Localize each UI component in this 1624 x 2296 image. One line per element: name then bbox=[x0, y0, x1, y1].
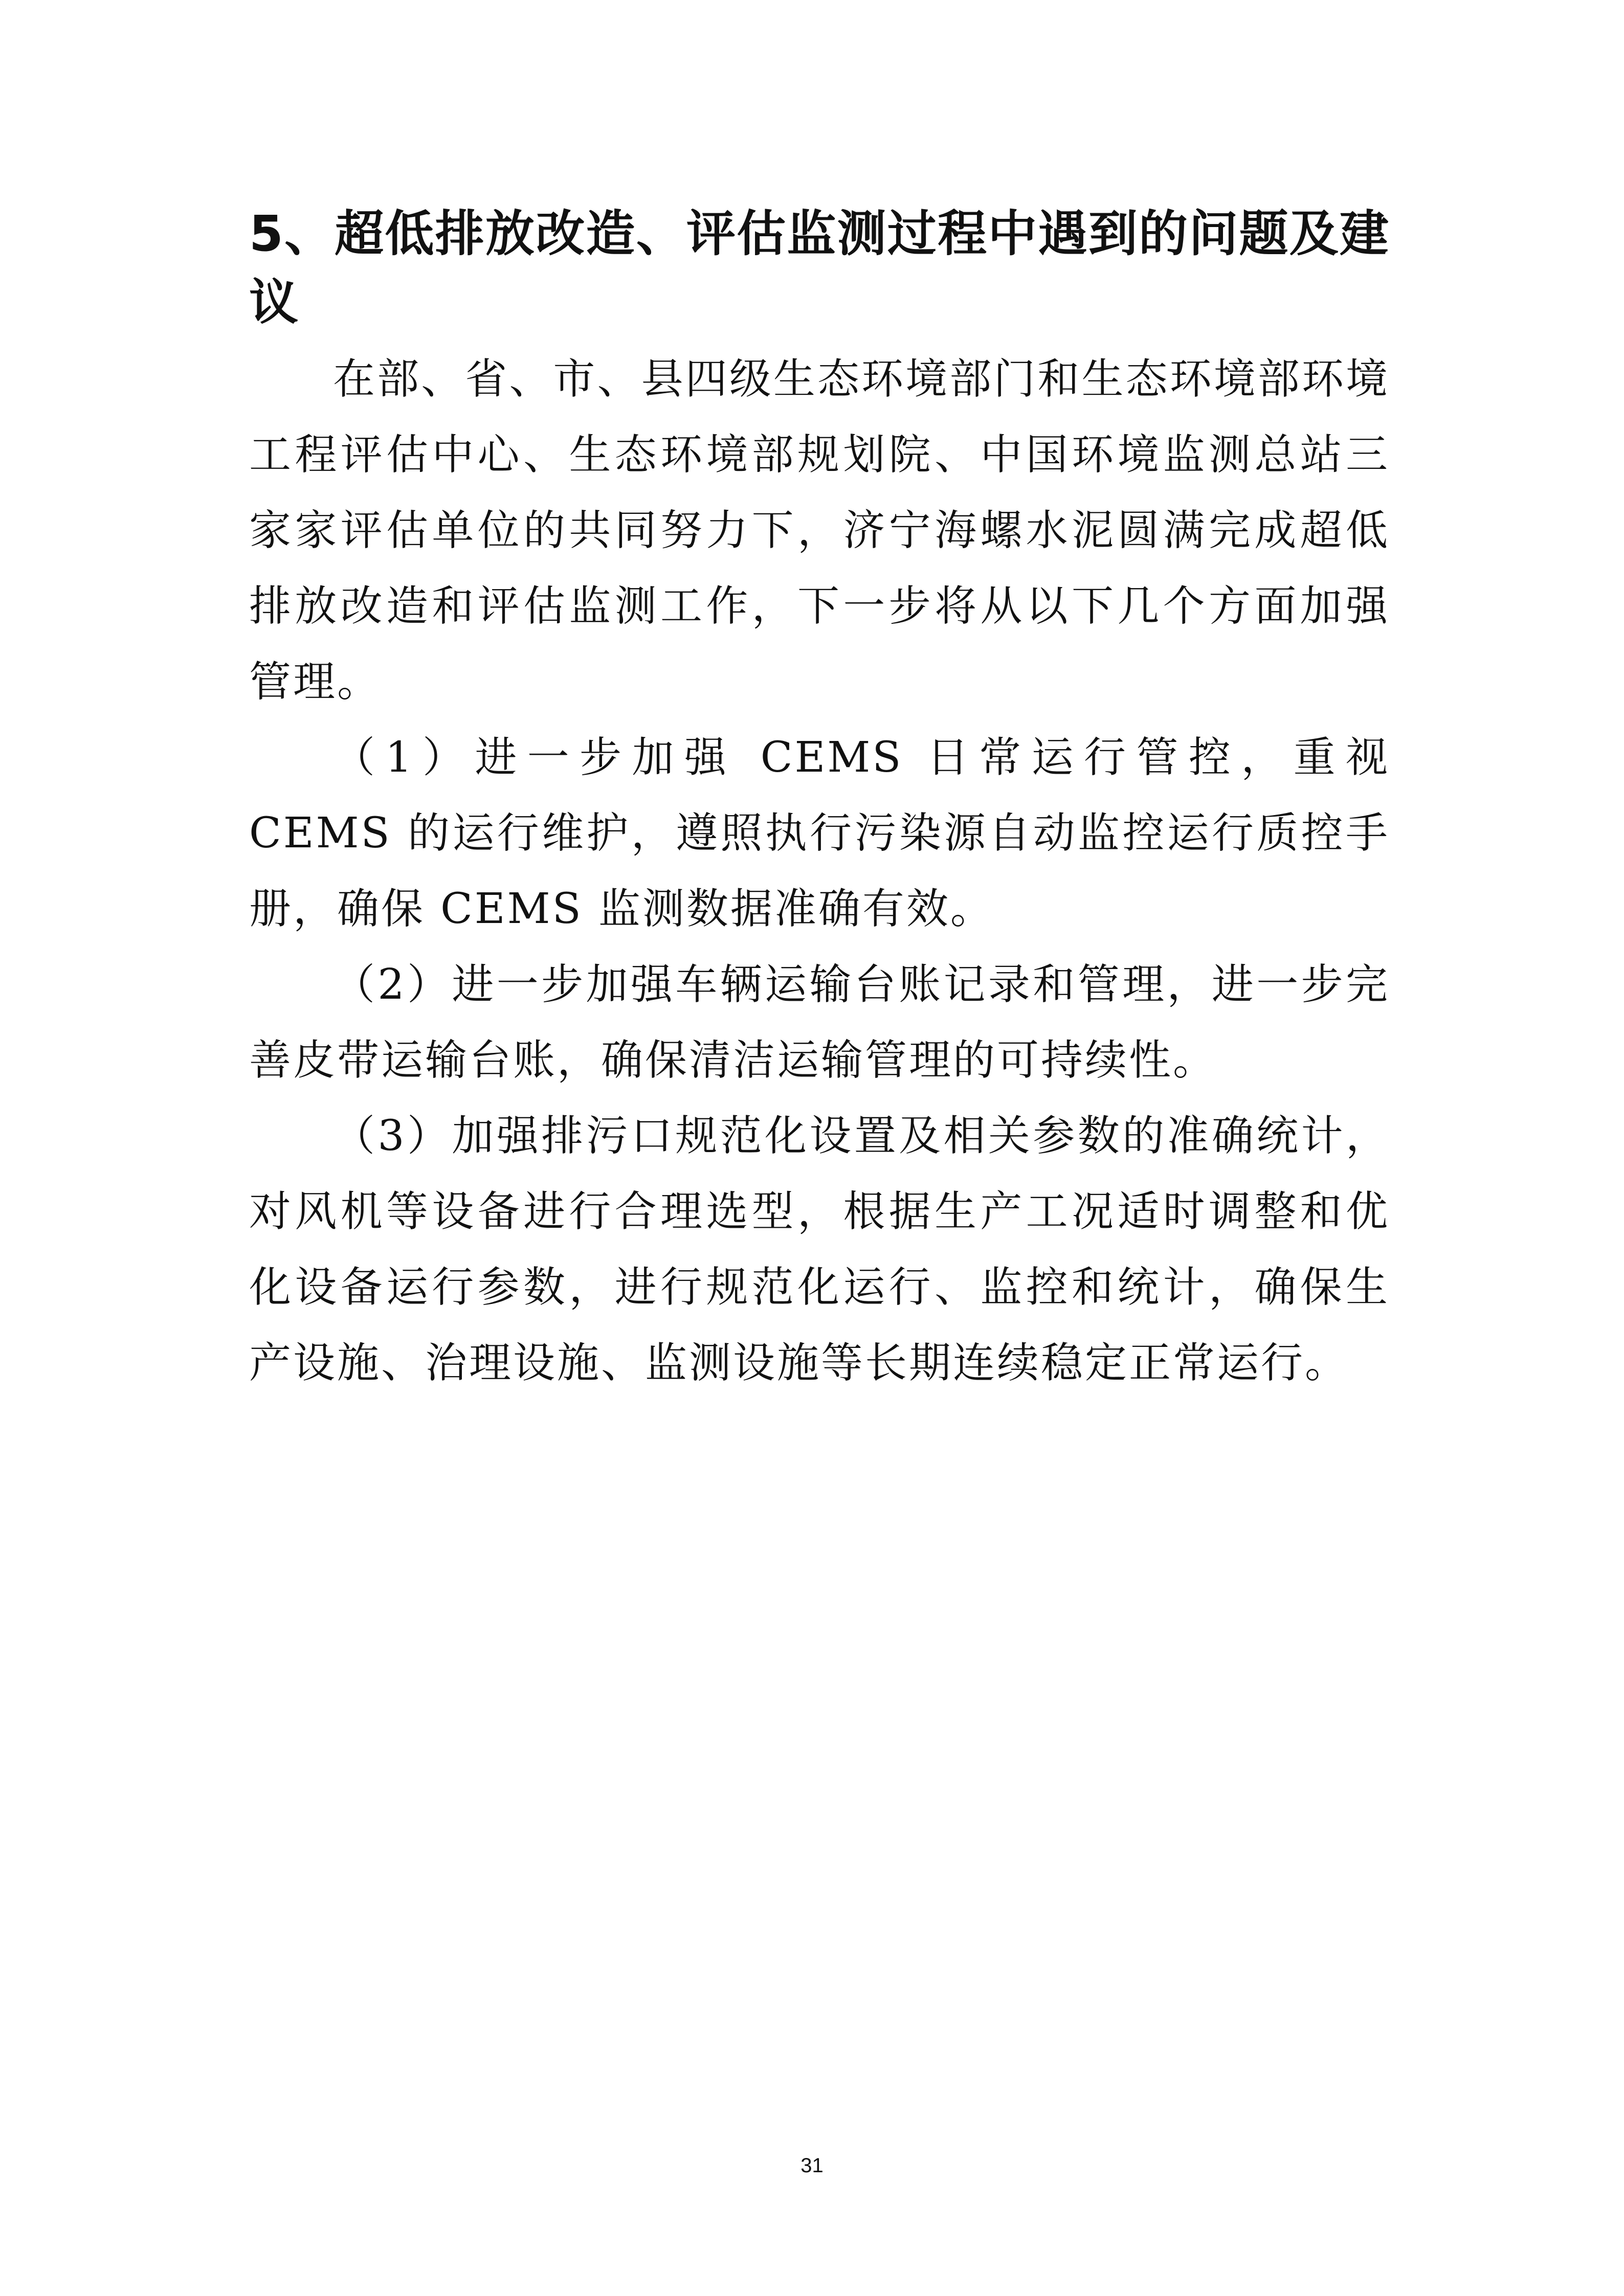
section-heading: 5、超低排放改造、评估监测过程中遇到的问题及建议 bbox=[249, 205, 1390, 331]
paragraph-item-3: （3）加强排污口规范化设置及相关参数的准确统计，对风机等设备进行合理选型，根据生产工况适时调整和优化设备运行参数，进行规范化运行、监控和统计，确保生产设施、治理设施、监测设施等长期连续稳定正常运行。 bbox=[249, 1112, 1390, 1387]
paragraph-item-1: （1）进一步加强 CEMS 日常运行管控，重视 CEMS 的运行维护，遵照执行污染源自动监控运行质控手册，确保 CEMS 监测数据准确有效。 bbox=[249, 733, 1390, 933]
page-number: 31 bbox=[800, 2154, 824, 2177]
paragraph-item-2: （2）进一步加强车辆运输台账记录和管理，进一步完善皮带运输台账，确保清洁运输管理的可持续性。 bbox=[249, 960, 1390, 1085]
paragraph-intro: 在部、省、市、县四级生态环境部门和生态环境部环境工程评估中心、生态环境部规划院、中国环境监测总站三家家评估单位的共同努力下，济宁海螺水泥圆满完成超低排放改造和评估监测工作，下一步将从以下几个方面加强管理。 bbox=[249, 355, 1390, 706]
page-content bbox=[249, 199, 1390, 1401]
